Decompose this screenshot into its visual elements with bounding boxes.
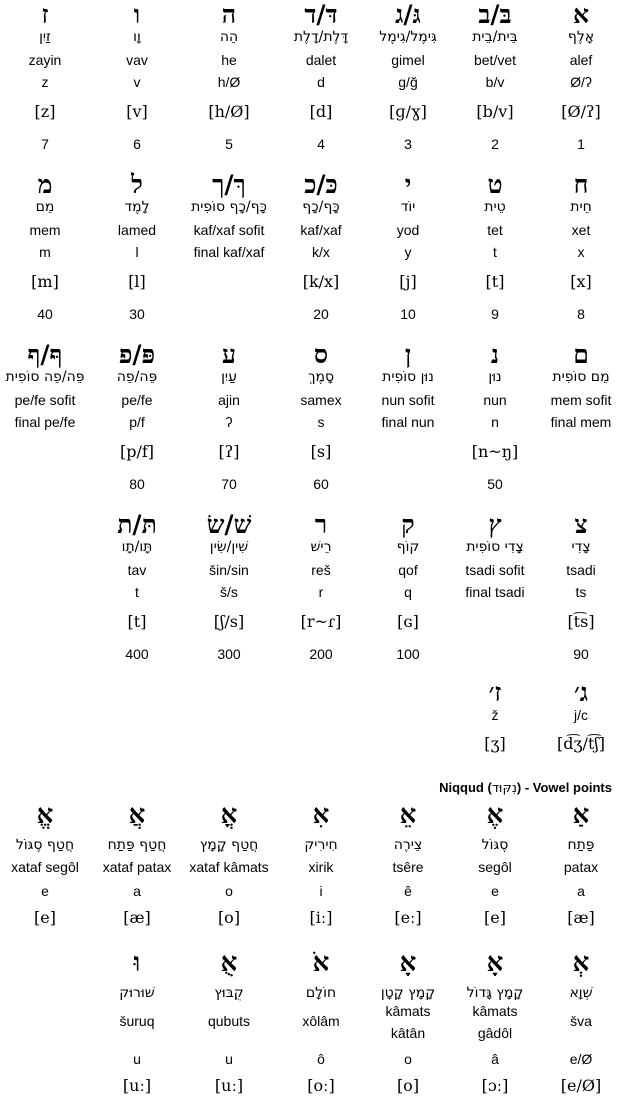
vowel-transliteration: a [577,883,585,899]
letter-numeric-value: 100 [396,646,420,662]
letter-hebrew-name: בֵּית/בֵית [472,29,518,45]
vowel-glyph: אֻ [220,948,238,978]
letter-glyph: ק [401,510,415,539]
letter-glyph: ם [573,340,589,369]
letter-name: tav [127,562,147,578]
vowel-name: šva [570,1013,592,1029]
letter-hebrew-name: אָלֶף [567,29,595,45]
letter-name: qof [398,562,418,578]
vowel-name: xataf segôl [11,859,79,875]
niqqud-heading-suffix: ) - Vowel points [516,780,612,795]
vowel-glyph: וּ [133,948,141,978]
letter-glyph: י [404,170,412,199]
letter-ipa: [ʃ/s] [213,612,245,631]
letter-glyph: נ [490,340,500,369]
vowel-ipa: [æ] [123,908,151,927]
vowel-transliteration: e [491,883,499,899]
vowel-transliteration: u [133,1051,141,1067]
letter-name: alef [569,52,593,68]
vowel-glyph: אֱ [36,800,54,830]
letter-ipa: [ʔ] [218,442,240,461]
letter-numeric-value: 80 [129,476,145,492]
letter-ipa: [v] [126,102,148,121]
letter-hebrew-name: גִּימֶל/גִימֶל [379,29,437,45]
vowel-transliteration: o [225,883,233,899]
letter-hebrew-name: שִׁין/שִׂין [209,539,249,555]
niqqud-heading-prefix: Niqqud ( [439,780,492,795]
extra-letter-glyph: ז׳ [488,678,502,707]
letter-name: ajin [218,392,240,408]
vowel-hebrew-name: שׁוּרוּק [119,985,155,1001]
letter-ipa: [l] [128,272,146,291]
letter-transliteration: m [39,244,51,260]
letter-numeric-value: 50 [487,476,503,492]
letter-ipa: [r~ɾ] [300,612,342,631]
letter-hebrew-name: פֵּה/פֵה סוֹפִית [5,369,85,385]
letter-glyph: ר [314,510,328,539]
letter-ipa: [p/f] [119,442,155,461]
letter-name: xet [571,222,591,238]
letter-glyph: ט [487,170,503,199]
letter-ipa: [j] [399,272,417,291]
letter-numeric-value: 6 [133,136,141,152]
letter-ipa: [m] [31,272,59,291]
letter-numeric-value: 4 [317,136,325,152]
letter-transliteration: b/v [485,74,505,90]
letter-name: kaf/xaf sofit [193,222,265,238]
letter-glyph: בּ/ב [478,0,512,29]
niqqud-heading [439,780,612,796]
letter-hebrew-name: יוֹד [400,199,416,215]
letter-name: yod [396,222,420,238]
letter-name: tsadi [566,562,596,578]
letter-transliteration: t [493,244,497,260]
letter-hebrew-name: טֵית [484,199,506,215]
vowel-glyph: אְ [572,948,590,978]
vowel-ipa: [æ] [567,908,595,927]
vowel-ipa: [e] [34,908,56,927]
letter-ipa: [d] [309,102,333,121]
letter-transliteration: s [317,414,325,430]
letter-name: final kaf/xaf [193,244,265,260]
letter-ipa: [t] [127,612,147,631]
letter-hebrew-name: צָדִי [571,539,591,555]
letter-hebrew-name: רֵישׁ [310,539,332,555]
letter-numeric-value: 400 [125,646,149,662]
letter-transliteration: g/ğ [398,74,418,90]
letter-name: final pe/fe [14,414,76,430]
letter-glyph: גּ/ג [395,0,421,29]
letter-hebrew-name: דָּלֶת/דָלֶת [293,29,349,45]
extra-letter-transliteration: j/c [574,707,588,723]
vowel-hebrew-name: קָמָץ גָּדוֹל [466,985,524,1001]
letter-glyph: דּ/ד [304,0,338,29]
extra-letter-glyph: ג׳ [573,678,589,707]
vowel-glyph: אֵ [399,800,417,830]
vowel-name: tsêre [392,859,424,875]
letter-glyph: מ [37,170,53,199]
letter-ipa: [h/Ø] [208,102,250,121]
letter-hebrew-name: וָו [133,29,141,45]
letter-glyph: ז [41,0,49,29]
letter-ipa: [Ø/ʔ] [561,102,601,121]
vowel-ipa: [o] [217,908,241,927]
letter-glyph: ן [404,340,412,369]
letter-name: nun [483,392,507,408]
letter-name: lamed [117,222,157,238]
letter-name: pe/fe sofit [14,392,76,408]
letter-glyph: ל [131,170,143,199]
letter-glyph: ח [573,170,589,199]
letter-glyph: שׁ/שׂ [206,510,252,539]
letter-transliteration: x [577,244,585,260]
letter-transliteration: ts [575,584,587,600]
letter-ipa: [t͡s] [567,612,595,631]
vowel-name: kâtân [390,1025,426,1041]
letter-ipa: [x] [570,272,592,291]
vowel-hebrew-name: חִירִיק [304,837,338,853]
vowel-glyph: אֹ [312,948,330,978]
vowel-transliteration: a [133,883,141,899]
letter-numeric-value: 5 [225,136,233,152]
letter-name: final tsadi [465,584,525,600]
vowel-hebrew-name: פַּתַח [567,837,595,853]
letter-hebrew-name: זַיִן [39,29,51,45]
letter-numeric-value: 7 [41,136,49,152]
vowel-name: kâmats [472,1003,518,1019]
letter-hebrew-name: פֵּה/פֵה [116,369,158,385]
letter-transliteration: q [404,584,412,600]
letter-glyph: ףּ/ף [27,340,63,369]
letter-glyph: צ [574,510,588,539]
vowel-name: šuruq [119,1013,155,1029]
extra-letter-ipa: [d͡ʒ/t͡ʃ] [557,734,605,753]
vowel-name: segôl [478,859,512,875]
vowel-hebrew-name: חוֹלָם [305,985,337,1001]
letter-glyph: פּ/פ [118,340,156,369]
letter-name: final mem [550,414,612,430]
letter-numeric-value: 10 [400,306,416,322]
vowel-glyph: אָ [399,948,417,978]
letter-glyph: א [572,0,590,29]
letter-hebrew-name: מֵם [35,199,55,215]
letter-transliteration: n [491,414,499,430]
vowel-transliteration: u [225,1051,233,1067]
letter-ipa: [ɡ/ɣ] [389,102,427,121]
letter-hebrew-name: חֵית [570,199,592,215]
vowel-name: patax [563,859,599,875]
letter-transliteration: z [41,74,49,90]
letter-numeric-value: 1 [577,136,585,152]
vowel-transliteration: e/Ø [569,1051,593,1067]
letter-ipa: [z] [34,102,56,121]
vowel-ipa: [uː] [122,1076,152,1095]
vowel-hebrew-name: קָמָץ קָטָן [380,985,436,1001]
letter-transliteration: v [133,74,141,90]
vowel-name: xirik [308,859,334,875]
vowel-ipa: [e] [484,908,506,927]
vowel-name: gâdôl [477,1025,513,1041]
letter-name: dalet [305,52,337,68]
letter-transliteration: l [135,244,139,260]
letter-hebrew-name: צָדִי סוֹפִית [466,539,524,555]
vowel-name: xôlâm [302,1013,340,1029]
letter-transliteration: k/x [312,244,330,260]
vowel-transliteration: e [41,883,49,899]
letter-numeric-value: 40 [37,306,53,322]
vowel-ipa: [ɔː] [481,1076,509,1095]
letter-ipa: [k/x] [302,272,340,291]
letter-ipa: [ɢ] [397,612,419,631]
letter-hebrew-name: כָּף/כָף [302,199,340,215]
vowel-name: xataf kâmats [189,859,269,875]
letter-glyph: ו [133,0,141,29]
letter-name: reš [311,562,331,578]
letter-numeric-value: 8 [577,306,585,322]
vowel-hebrew-name: סֶגּוֹל [481,837,509,853]
letter-glyph: ה [221,0,237,29]
letter-glyph: כּ/כ [304,170,338,199]
vowel-glyph: אֲ [128,800,146,830]
letter-numeric-value: 3 [404,136,412,152]
letter-name: final nun [381,414,435,430]
letter-name: nun sofit [381,392,435,408]
letter-name: šin/sin [209,562,249,578]
extra-letter-ipa: [ʒ] [484,734,506,753]
vowel-ipa: [e/Ø] [560,1076,602,1095]
extra-letter-transliteration: ž [491,707,499,723]
vowel-transliteration: ô [317,1051,325,1067]
vowel-ipa: [o] [396,1076,420,1095]
letter-name: zayin [28,52,62,68]
letter-transliteration: t [135,584,139,600]
letter-name: samex [300,392,342,408]
letter-hebrew-name: נוּן סוֹפִית [382,369,434,385]
vowel-hebrew-name: חֲטַף פַּתַח [107,837,167,853]
letter-numeric-value: 20 [313,306,329,322]
vowel-transliteration: ê [404,883,412,899]
letter-glyph: ס [313,340,329,369]
letter-glyph: ךּ/ך [212,170,246,199]
letter-hebrew-name: הֵה [219,29,239,45]
letter-transliteration: š/s [220,584,238,600]
vowel-glyph: אֳ [220,800,238,830]
vowel-transliteration: â [491,1051,499,1067]
vowel-ipa: [iː] [309,908,333,927]
letter-transliteration: Ø/ʔ [570,74,592,90]
letter-transliteration: r [318,584,324,600]
letter-transliteration: h/Ø [217,74,241,90]
letter-glyph: ע [221,340,237,369]
letter-glyph: תּ/ת [117,510,157,539]
letter-numeric-value: 30 [129,306,145,322]
letter-hebrew-name: לָמֶד [124,199,150,215]
vowel-hebrew-name: שְׁוָא [569,985,593,1001]
letter-hebrew-name: כָּף/כָף סוֹפִית [191,199,267,215]
vowel-glyph: אֶ [486,800,504,830]
vowel-glyph: אָ [486,948,504,978]
letter-ipa: [b/v] [476,102,514,121]
vowel-ipa: [uː] [214,1076,244,1095]
letter-name: mem sofit [550,392,612,408]
vowel-ipa: [eː] [394,908,422,927]
letter-transliteration: d [317,74,325,90]
letter-hebrew-name: עַיִן [221,369,237,385]
letter-name: tet [487,222,503,238]
letter-name: mem [29,222,61,238]
letter-transliteration: p/f [129,414,145,430]
vowel-hebrew-name: קֻבּוּץ [214,985,244,1001]
vowel-hebrew-name: צֵירֶה [393,837,423,853]
letter-ipa: [n~ŋ] [471,442,519,461]
vowel-glyph: אַ [572,800,590,830]
letter-hebrew-name: תָּו/תָו [121,539,153,555]
letter-glyph: ץ [488,510,502,539]
vowel-glyph: אִ [312,800,330,830]
letter-ipa: [s] [310,442,332,461]
letter-name: he [221,52,237,68]
niqqud-heading-hebrew: נִקּוּד [491,781,517,796]
letter-numeric-value: 60 [313,476,329,492]
vowel-transliteration: o [404,1051,412,1067]
vowel-name: qubuts [207,1013,251,1029]
letter-name: pe/fe [121,392,153,408]
vowel-transliteration: i [319,883,323,899]
letter-hebrew-name: מֵם סוֹפִית [552,369,610,385]
letter-numeric-value: 2 [491,136,499,152]
vowel-name: xataf patax [102,859,172,875]
letter-name: tsadi sofit [465,562,525,578]
letter-numeric-value: 200 [309,646,333,662]
letter-hebrew-name: קוֹף [396,539,420,555]
letter-hebrew-name: סָמֶךְ [307,369,335,385]
vowel-ipa: [oː] [307,1076,335,1095]
letter-hebrew-name: נוּן [488,369,502,385]
letter-numeric-value: 9 [491,306,499,322]
letter-numeric-value: 300 [217,646,241,662]
letter-transliteration: ʔ [225,414,233,430]
letter-name: gimel [391,52,425,68]
letter-ipa: [t] [485,272,505,291]
letter-name: kaf/xaf [300,222,342,238]
letter-name: bet/vet [473,52,517,68]
vowel-hebrew-name: חֲטַף קָמָץ [199,837,259,853]
vowel-name: kâmats [385,1003,431,1019]
letter-numeric-value: 70 [221,476,237,492]
letter-name: vav [126,52,148,68]
letter-numeric-value: 90 [573,646,589,662]
vowel-hebrew-name: חֲטַף סֶגּוֹל [15,837,75,853]
letter-transliteration: y [404,244,412,260]
